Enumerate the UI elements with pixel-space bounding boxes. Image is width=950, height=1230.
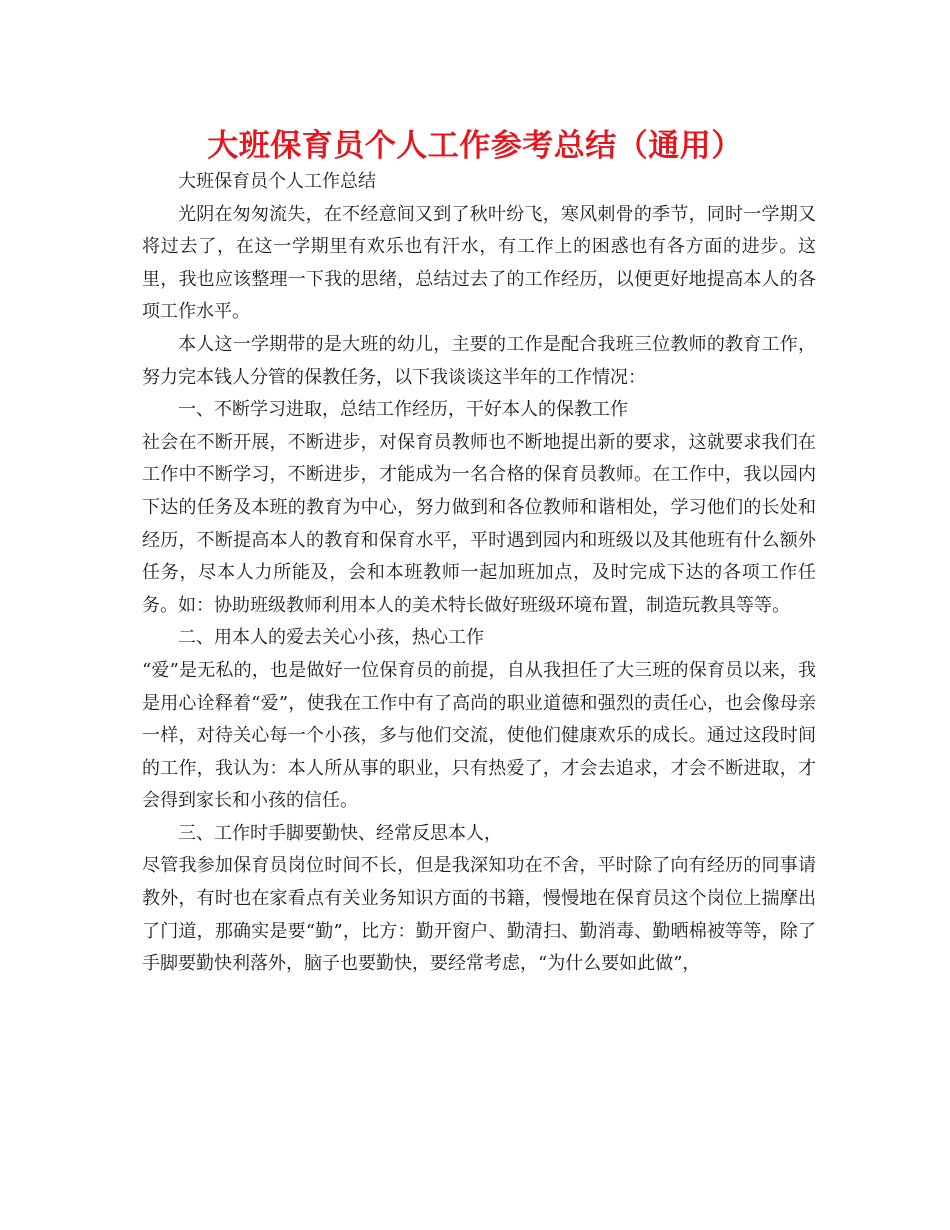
- paragraph-subtitle: 大班保育员个人工作总结: [178, 171, 376, 192]
- document-title: 大班保育员个人工作参考总结（通用）: [207, 128, 743, 164]
- paragraph-section-2: “爱”是无私的，也是做好一位保育员的前提，自从我担任了大三班的保育员以来，我是用心诠释着“爱”，使我在工作中有了高尚的职业道德和强烈的责任心，也会像母亲一样，对待关心每一个小孩，多与他们交流，使他们健康欢乐的成长。通过这段时间的工作，我认为：本人所从事的职业，只有热爱了，才会去追求，才会不断进取，才会得到家长和小孩的信任。: [142, 659, 816, 812]
- section-heading-2: 二、用本人的爱去关心小孩，热心工作: [178, 627, 484, 649]
- section-heading-3: 三、工作时手脚要勤快、经常反思本人，: [178, 822, 502, 844]
- paragraph-duties: 本人这一学期带的是大班的幼儿，主要的工作是配合我班三位教师的教育工作，努力完本钱人分管的保教任务，以下我谈谈这半年的工作情况：: [142, 333, 816, 388]
- paragraph-section-3: 尽管我参加保育员岗位时间不长，但是我深知功在不舍，平时除了向有经历的同事请教外，有时也在家看点有关业务知识方面的书籍，慢慢地在保育员这个岗位上揣摩出了门道，那确实是要“勤”，比方：勤开窗户、勤清扫、勤消毒、勤晒棉被等等，除了手脚要勤快利落外，脑子也要勤快，要经常考虑，“为什么要如此做”，: [142, 855, 816, 975]
- paragraph-section-1: 社会在不断开展，不断进步，对保育员教师也不断地提出新的要求，这就要求我们在工作中不断学习，不断进步，才能成为一名合格的保育员教师。在工作中，我以园内下达的任务及本班的教育为中心，努力做到和各位教师和谐相处，学习他们的长处和经历，不断提高本人的教育和保育水平，平时遇到园内和班级以及其他班有什么额外任务，尽本人力所能及，会和本班教师一起加班加点，及时完成下达的各项工作任务。如：协助班级教师利用本人的美术特长做好班级环境布置，制造玩教具等等。: [142, 431, 816, 616]
- section-heading-1: 一、不断学习进取，总结工作经历，干好本人的保教工作: [178, 399, 628, 421]
- paragraph-intro: 光阴在匆匆流失，在不经意间又到了秋叶纷飞，寒风刺骨的季节，同时一学期又将过去了，在这一学期里有欢乐也有汗水，有工作上的困惑也有各方面的进步。这里，我也应该整理一下我的思绪，总结过去了的工作经历，以便更好地提高本人的各项工作水平。: [142, 203, 816, 323]
- document-body: [142, 166, 816, 981]
